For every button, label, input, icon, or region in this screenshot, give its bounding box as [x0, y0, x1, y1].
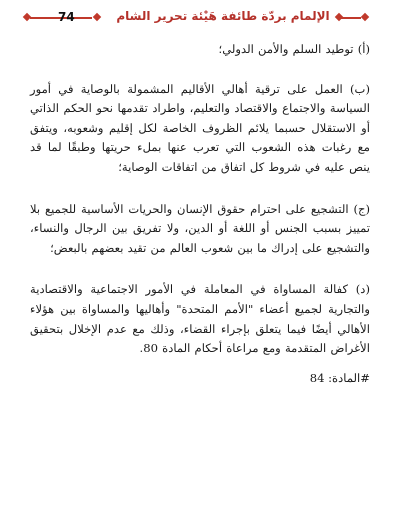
paragraph-b: (ب) العمل على ترقية أهالي الأقاليم المشمولة بالوصاية في أمور السياسة والاجتماع والاقتصاد والتعليم، واطراد تقدمها نحو الحكم الذاتي أو الاستقلال حسبما يلائم الظروف الخاصة لكل إقليم وشعوبه، ويتفق مع رغبات هذه الشعوب التي تعرب عنها بملء حريتها وطبقًا لما قد ينص عليه في شروط كل اتفاق من اتفاقات الوصاية؛: [30, 81, 370, 174]
running-title: الإلمام بردّة طائفة هَيْئة تحرير الشام: [116, 9, 330, 23]
article-reference: #المادة: 84: [309, 370, 370, 385]
paragraph-d: (د) كفالة المساواة في المعاملة في الأمور الاجتماعية والاقتصادية والتجارية لجميع أعضاء "الأمم المتحدة" وأهاليها والمساواة بين هؤلاء الأهالي أيضًا فيما يتعلق بإجراء القضاء، وذلك مع عدم الإخلال بتحقيق الأغراض المتقدمة ومع مراعاة أحكام المادة 80.: [30, 282, 370, 356]
paragraph-c: (ج) التشجيع على احترام حقوق الإنسان والحريات الأساسية للجميع بلا تمييز بسبب الجنس أو اللغة أو الدين، ولا تفريق بين الرجال والنساء، والتشجيع على إدراك ما بين شعوب العالم من تقيد بعضهم بالبعض؛: [30, 201, 370, 255]
header-rule: [341, 17, 361, 19]
page-body: [30, 40, 370, 388]
paragraph-a: (أ) توطيد السلم والأمن الدولي؛: [218, 42, 370, 56]
ornament-diamond: [93, 13, 101, 21]
page-number: 74: [58, 10, 75, 24]
ornament-diamond: [361, 13, 369, 21]
page-header: [14, 8, 386, 28]
